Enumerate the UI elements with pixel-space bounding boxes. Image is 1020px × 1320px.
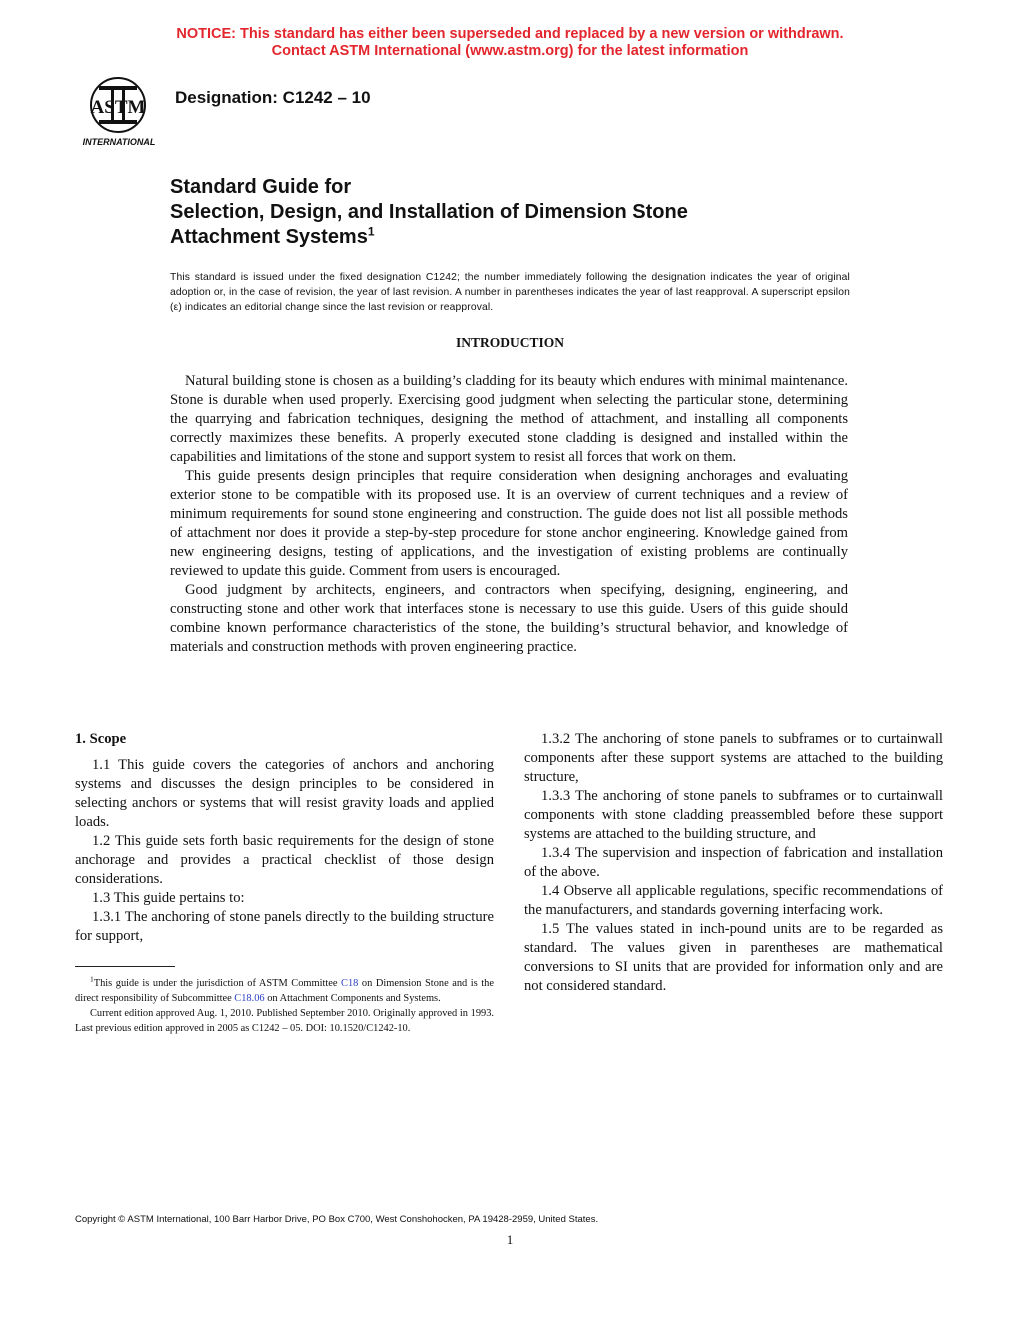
astm-logo <box>78 75 160 147</box>
footnote-paragraph-1: $^1$This guide is under the jurisdiction of ASTM Committee C18 on Dimension Stone and is the direct responsibility of Subcommittee C18.06 on Attachment Components and Systems. <box>75 974 494 1004</box>
subcommittee-link[interactable]: C18.06 <box>234 993 265 1004</box>
left-column <box>75 730 494 946</box>
notice-line-2: Contact ASTM International (www.astm.org) for the latest information <box>271 43 749 59</box>
title-line-2: Selection, Design, and Installation of Dimension Stone <box>170 201 688 223</box>
intro-paragraph: This guide presents design principles that require consideration when designing anchorages and evaluating exterior stone to be compatible with its proposed use. It is an overview of current techniques and a review of minimum requirements for sound stone engineering and construction. The guide does not list all possible methods of attachment nor does it provide a step-by-step procedure for stone anchor engineering. Knowledge gained from new engineering designs, testing of applications, and the investigation of existing problems are continually reviewed to update this guide. Comment from users is encouraged. <box>170 468 848 579</box>
scope-paragraph: 1.2 This guide sets forth basic requirements for the design of stone anchorage and provides a practical checklist of those design considerations. <box>75 833 494 887</box>
designation: Designation: C1242 – 10 <box>175 88 371 107</box>
scope-paragraph: 1.5 The values stated in inch-pound units are to be regarded as standard. The values given in parentheses are mathematical conversions to SI units that are provided for information only and are not considered standard. <box>524 921 943 994</box>
title-line-3: Attachment Systems <box>170 226 368 248</box>
introduction-heading: INTRODUCTION <box>455 335 564 350</box>
title-footnote-ref[interactable]: 1 <box>367 224 375 239</box>
footnote <box>75 976 494 1036</box>
footnote-divider <box>75 966 175 967</box>
issued-note: This standard is issued under the fixed designation C1242; the number immediately following the designation indicates the year of original adoption or, in the case of revision, the year of last revision. A number in parentheses indicates the year of last reapproval. A superscript epsilon (ε) indicates an editorial change since the last revision or reapproval. <box>170 272 850 313</box>
notice-banner <box>0 26 1020 60</box>
logo-letters: ASTM <box>90 97 146 118</box>
scope-heading: 1. Scope <box>75 731 127 747</box>
notice-line-1: NOTICE: This standard has either been superseded and replaced by a new version or withdrawn. <box>176 26 844 42</box>
introduction-body <box>170 372 848 657</box>
scope-paragraph: 1.3.3 The anchoring of stone panels to subframes or to curtainwall components with stone cladding preassembled before these support systems are attached to the building structure, and <box>524 788 943 842</box>
title-line-1: Standard Guide for <box>170 176 352 198</box>
intro-paragraph: Good judgment by architects, engineers, and contractors when specifying, designing, engineering, and constructing stone and other work that interfaces stone is necessary to use this guide. Users of this guide should combine known performance characteristics of the stone, the building’s structural behavior, and knowledge of materials and construction methods with proven engineering practice. <box>170 582 848 655</box>
intro-paragraph: Natural building stone is chosen as a building’s cladding for its beauty which endures with minimal maintenance. Stone is durable when used properly. Exercising good judgment when selecting the particular stone, determining the quarrying and fabrication techniques, designing the method of attachment, and installing all components correctly maximizes these benefits. A properly executed stone cladding is designed and installed within the capabilities and limitations of the stone and support system to resist all forces that work on them. <box>170 373 848 465</box>
scope-paragraph: 1.3.2 The anchoring of stone panels to subframes or to curtainwall components after these support systems are attached to the building structure, <box>524 731 943 785</box>
footnote-paragraph-2: Current edition approved Aug. 1, 2010. Published September 2010. Originally approved in 1993. Last previous edition approved in 2005 as C1242 – 05. DOI: 10.1520/C1242-10. <box>75 1008 494 1034</box>
right-column <box>524 730 943 996</box>
scope-paragraph: 1.3.4 The supervision and inspection of fabrication and installation of the above. <box>524 845 943 880</box>
scope-paragraph: 1.1 This guide covers the categories of anchors and anchoring systems and discusses the design principles to be considered in selecting anchors or systems that will resist gravity loads and applied loads. <box>75 757 494 830</box>
scope-paragraph: 1.3 This guide pertains to: <box>92 890 245 906</box>
committee-link[interactable]: C18 <box>341 978 359 989</box>
copyright: Copyright © ASTM International, 100 Barr Harbor Drive, PO Box C700, West Conshohocken, PA 19428-2959, United States. <box>75 1214 599 1225</box>
page-number: 1 <box>506 1232 514 1247</box>
scope-paragraph: 1.4 Observe all applicable regulations, specific recommendations of the manufacturers, and standards governing interfacing work. <box>524 883 943 918</box>
footnote-marker: 1 <box>90 974 94 984</box>
scope-paragraph: 1.3.1 The anchoring of stone panels directly to the building structure for support, <box>75 909 494 944</box>
logo-subtitle: INTERNATIONAL <box>82 137 156 147</box>
document-title <box>170 175 688 250</box>
